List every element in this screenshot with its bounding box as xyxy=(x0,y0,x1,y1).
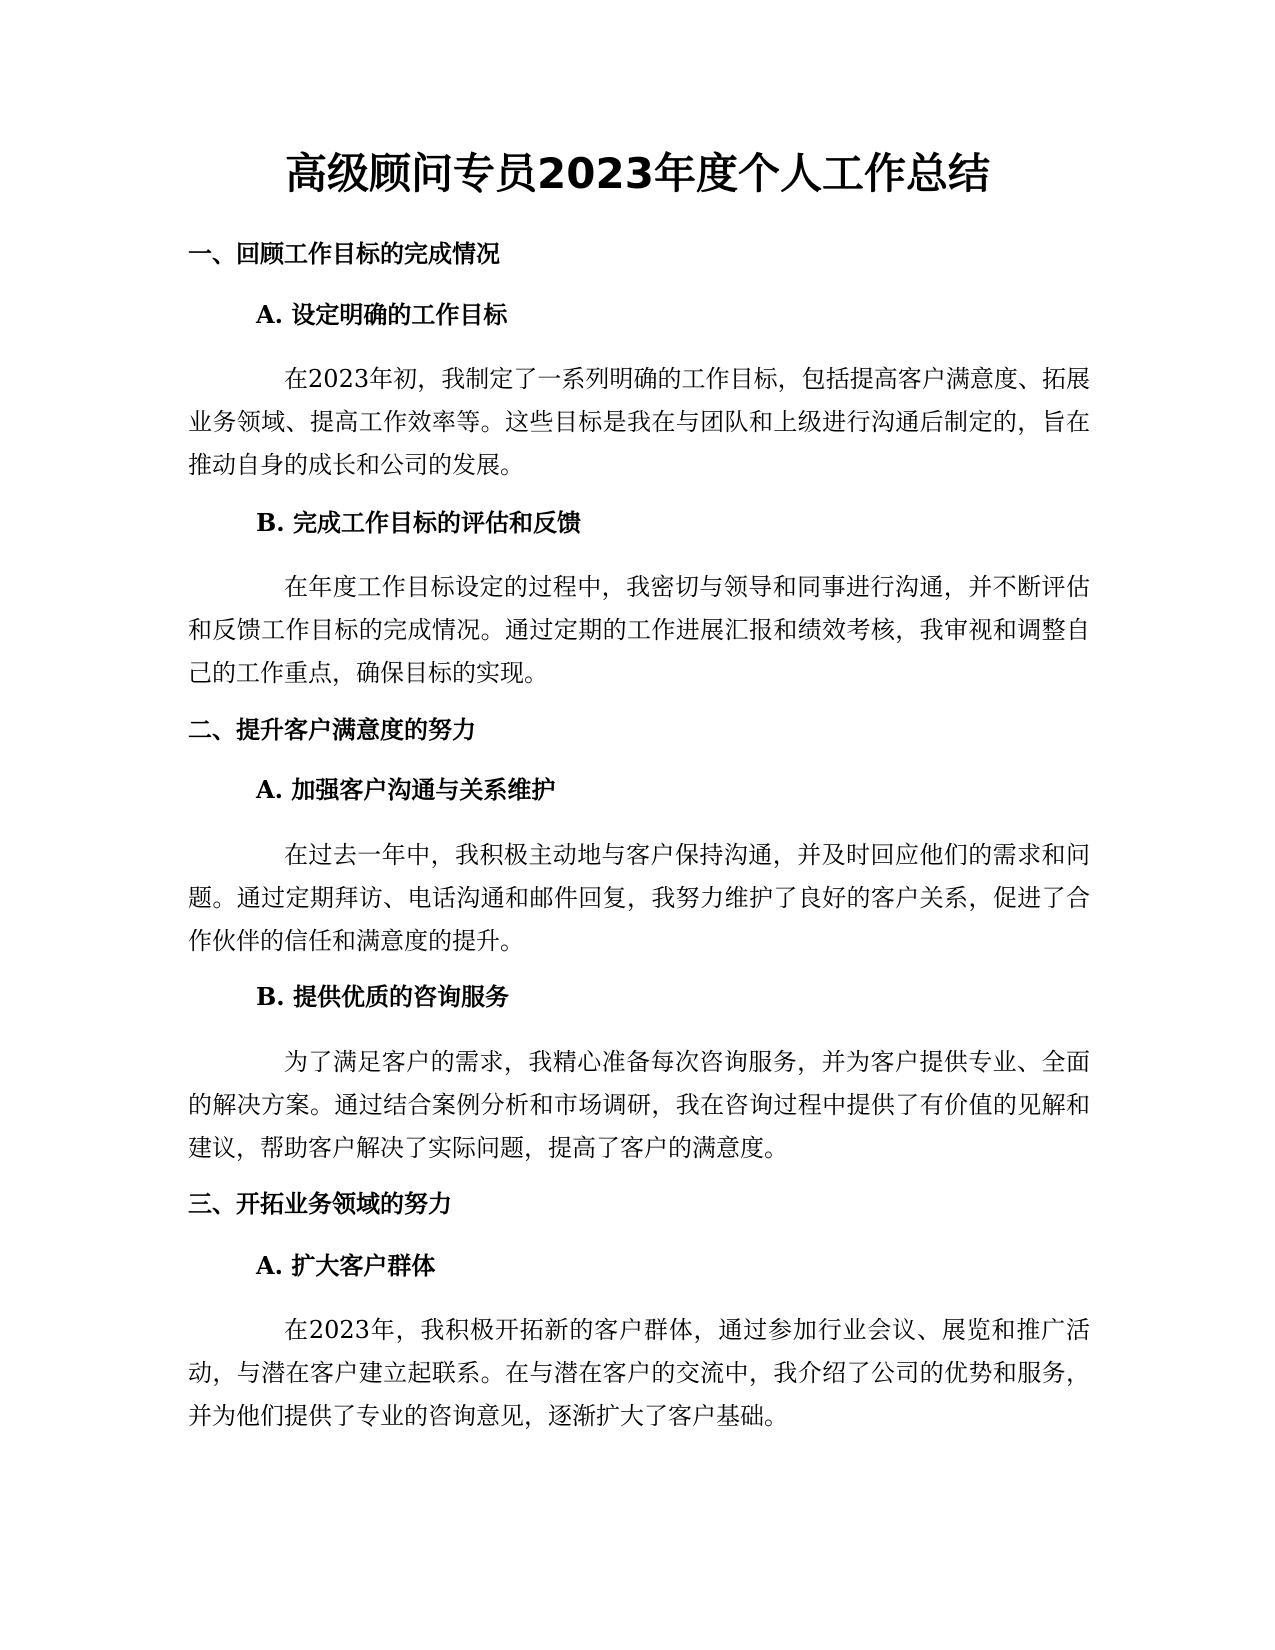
section-heading-3: 三、开拓业务领域的努力 xyxy=(188,1190,452,1218)
section-heading-2: 二、提升客户满意度的努力 xyxy=(188,716,476,744)
subsection-heading-1b: B. 完成工作目标的评估和反馈 xyxy=(256,508,581,537)
paragraph-1b: 在年度工作目标设定的过程中，我密切与领导和同事进行沟通，并不断评估和反馈工作目标的完成情况。通过定期的工作进展汇报和绩效考核，我审视和调整自己的工作重点，确保目标的实现。 xyxy=(188,573,1090,687)
subsection-heading-3a: A. 扩大客户群体 xyxy=(256,1251,436,1280)
subsection-heading-1a: A. 设定明确的工作目标 xyxy=(256,300,508,329)
paragraph-2b: 为了满足客户的需求，我精心准备每次咨询服务，并为客户提供专业、全面的解决方案。通过结合案例分析和市场调研，我在咨询过程中提供了有价值的见解和建议，帮助客户解决了实际问题，提高了客户的满意度。 xyxy=(188,1048,1090,1162)
subsection-heading-2b: B. 提供优质的咨询服务 xyxy=(256,982,509,1011)
subsection-heading-2a: A. 加强客户沟通与关系维护 xyxy=(256,775,556,804)
document-title: 高级顾问专员2023年度个人工作总结 xyxy=(285,149,990,198)
paragraph-3a: 在2023年，我积极开拓新的客户群体，通过参加行业会议、展览和推广活动，与潜在客户建立起联系。在与潜在客户的交流中，我介绍了公司的优势和服务，并为他们提供了专业的咨询意见，逐渐扩大了客户基础。 xyxy=(188,1316,1090,1430)
paragraph-1a: 在2023年初，我制定了一系列明确的工作目标，包括提高客户满意度、拓展业务领域、提高工作效率等。这些目标是我在与团队和上级进行沟通后制定的，旨在推动自身的成长和公司的发展。 xyxy=(188,365,1090,479)
paragraph-2a: 在过去一年中，我积极主动地与客户保持沟通，并及时回应他们的需求和问题。通过定期拜访、电话沟通和邮件回复，我努力维护了良好的客户关系，促进了合作伙伴的信任和满意度的提升。 xyxy=(188,841,1090,955)
section-heading-1: 一、回顾工作目标的完成情况 xyxy=(188,240,500,268)
